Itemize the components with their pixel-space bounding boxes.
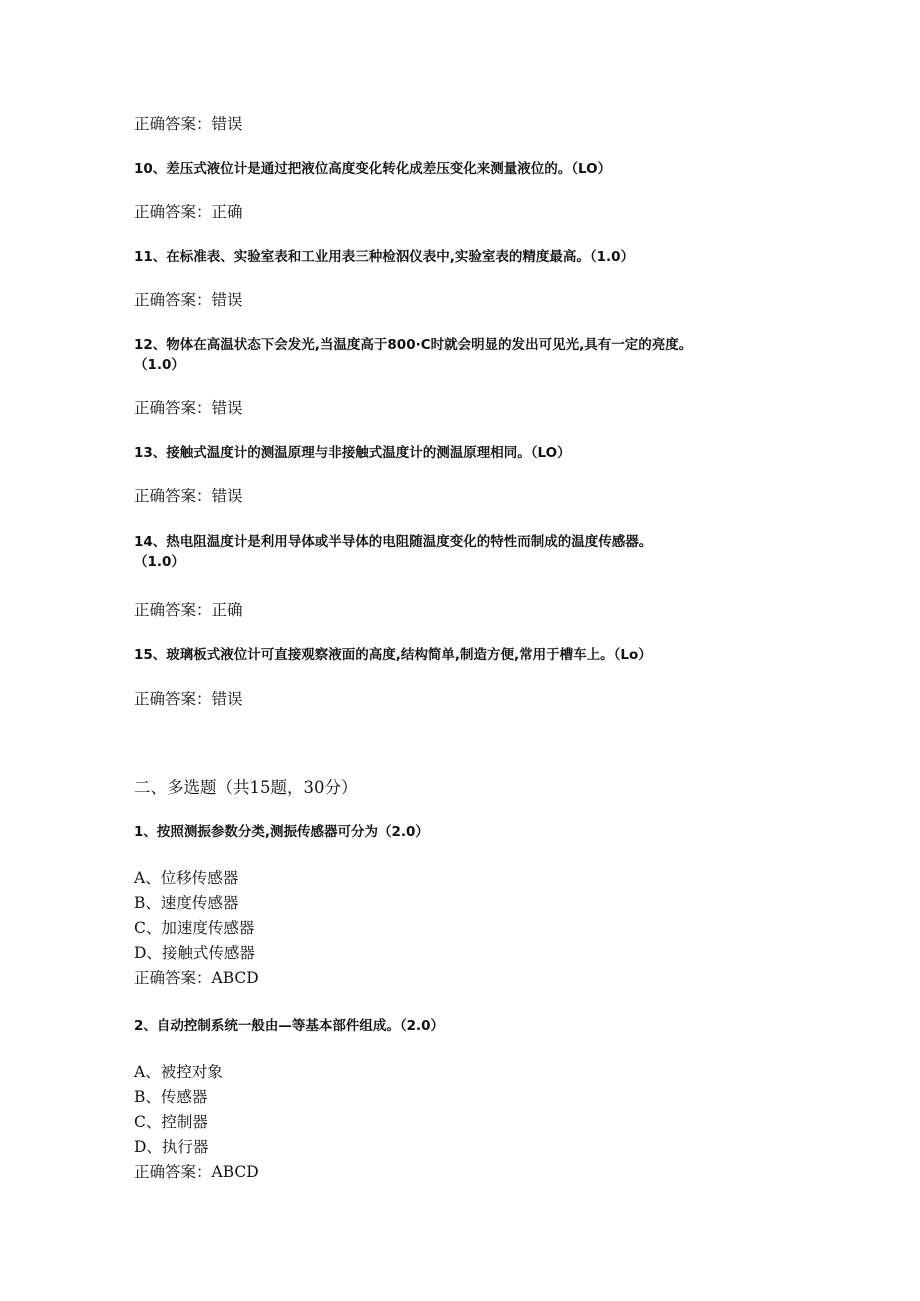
option-a: A、被控对象	[134, 1063, 223, 1081]
answer-line: 正确答案：错误	[134, 291, 243, 309]
option-c: C、控制器	[134, 1113, 208, 1131]
answer-line: 正确答案：错误	[134, 690, 243, 708]
answer-line: 正确答案：ABCD	[134, 1163, 259, 1181]
option-c: C、加速度传感器	[134, 919, 255, 937]
answer-line: 正确答案：正确	[134, 203, 243, 221]
question-13: 13、接触式温度计的测温原理与非接触式温度计的测温原理相同。（LO）	[134, 445, 571, 461]
question-12: 12、物体在高温状态下会发光,当温度高于800·C时就会明显的发出可见光,具有一定的亮度。	[134, 337, 693, 353]
option-a: A、位移传感器	[134, 869, 239, 887]
option-d: D、接触式传感器	[134, 944, 255, 962]
option-b: B、速度传感器	[134, 894, 239, 912]
question-11: 11、在标准表、实验室表和工业用表三种检泅仪表中,实验室表的精度最高。（1.0）	[134, 249, 635, 265]
answer-line: 正确答案：错误	[134, 115, 243, 133]
section-heading-multiple-choice: 二、多选题（共15题，30分）	[134, 778, 358, 797]
mc-question-1: 1、按照测振参数分类,测振传感器可分为（2.0）	[134, 824, 429, 840]
option-d: D、执行器	[134, 1138, 209, 1156]
mc-question-2: 2、自动控制系统一般由—等基本部件组成。（2.0）	[134, 1018, 445, 1034]
answer-line: 正确答案：ABCD	[134, 969, 259, 987]
answer-line: 正确答案：错误	[134, 487, 243, 505]
question-14-score: （1.0）	[134, 554, 185, 570]
option-b: B、传感器	[134, 1088, 208, 1106]
question-10: 10、差压式液位计是通过把液位高度变化转化成差压变化来测量液位的。（LO）	[134, 161, 612, 177]
question-14: 14、热电阻温度计是利用导体或半导体的电阻随温度变化的特性而制成的温度传感器。	[134, 534, 653, 550]
answer-line: 正确答案：正确	[134, 601, 243, 619]
answer-line: 正确答案：错误	[134, 399, 243, 417]
question-12-score: （1.0）	[134, 357, 185, 373]
question-15: 15、玻璃板式液位计可直接观察液面的高度,结构简单,制造方便,常用于槽车上。（Lo）	[134, 647, 652, 663]
